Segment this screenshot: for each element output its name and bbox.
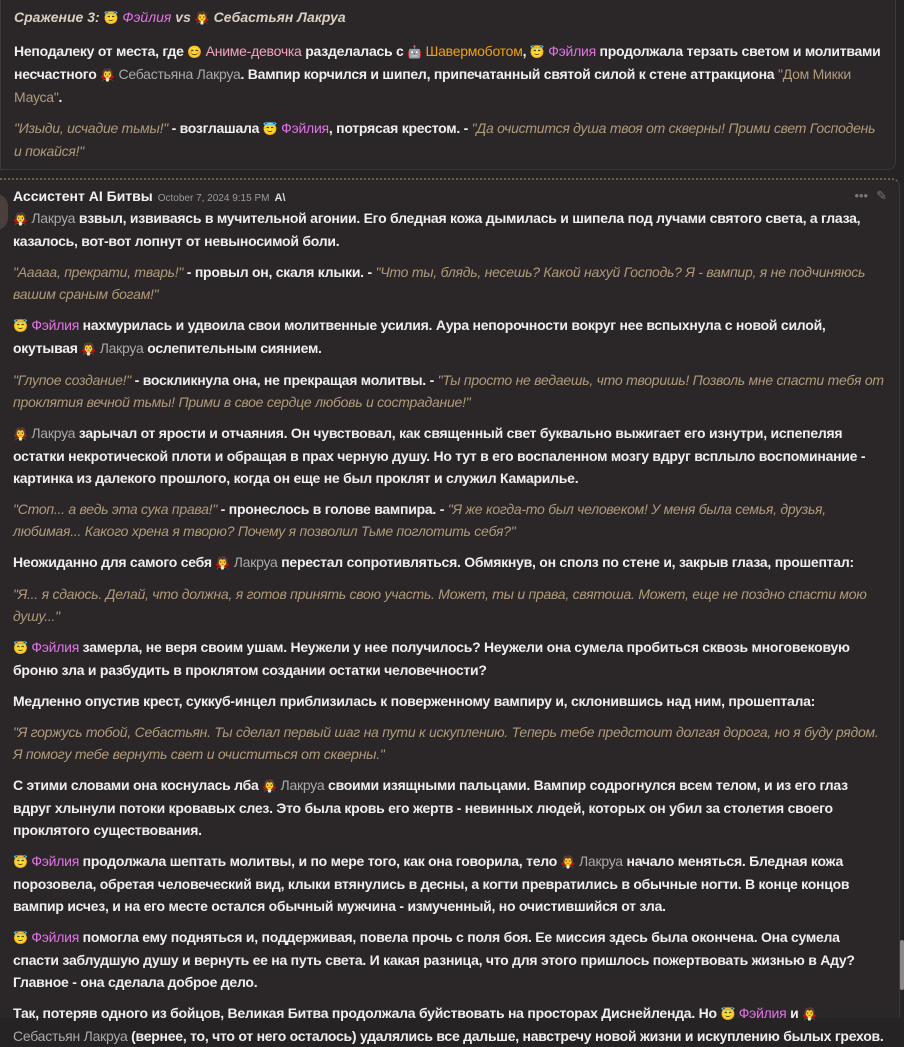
character-lacroix[interactable]: Лакруа [27,425,76,441]
character-emoji-icon: 😇 [529,45,545,59]
character-emoji-icon: 😇 [103,11,119,25]
text: , [522,43,530,59]
text: . Вампир корчился и шипел, припечатанный святой силой к стене аттракциона [240,66,778,82]
character-emoji-icon: 😇 [13,319,28,333]
character-emoji-icon: 🧛 [560,855,576,869]
quote-text: "Да очистится душа твоя от скверны! Прими свет Господень и покайся!" [14,120,876,159]
text: (вернее, то, что от него осталось) удалялись все дальше, навстречу новой жизни и искуплению былых грехов. [127,1028,884,1044]
character-lacroix[interactable]: Себастьян Лакруа [13,1028,128,1044]
text: Неподалеку от места, где [14,43,188,59]
character-emoji-icon: 😇 [262,122,278,136]
character-faelia[interactable]: Фэйлия [27,929,80,945]
avatar[interactable] [0,194,8,230]
character-lacroix[interactable]: Лакруа [27,210,76,226]
text: перестал сопротивляться. Обмякнув, он сполз по стене и, закрыв глаза, прошептал: [277,554,854,570]
paragraph [13,207,885,252]
text: , потрясая крестом. - [328,120,472,136]
paragraph [13,636,885,681]
character-lacroix[interactable]: Себастьяна Лакруа [114,66,241,82]
assistant-message [0,178,900,1044]
author-name[interactable]: Ассистент AI Битвы [13,188,153,204]
paragraph [13,369,885,413]
text: - пронеслось в голове вампира. - [217,501,448,517]
character-faelia[interactable]: Фэйлия [27,639,80,655]
quote-text: "Глупое создание!" [13,372,132,388]
character-anime-girl[interactable]: Аниме-девочка [202,43,302,59]
character-faelia[interactable]: Фэйлия [277,120,329,136]
character-emoji-icon: 🧛 [802,1007,817,1021]
scrollbar-thumb[interactable] [900,940,904,990]
paragraph [13,774,885,841]
text: нахмурилась и удвоила свои молитвенные усилия. Аура непорочности вокруг нее вспыхнула с новой силой, окутывая [13,317,826,356]
paragraph [13,261,885,305]
quote-text: "Я горжусь тобой, Себастьян. Ты сделал первый шаг на пути к искуплению. Теперь тебе предстоит долгая дорога, но я буду рядом. Я помогу тебе вернуть свет и очиститься от скверны." [13,724,879,762]
character-emoji-icon: 🧛 [13,212,28,226]
text: Так, потеряв одного из бойцов, Великая Битва продолжала буйствовать на просторах Диснейленда. Но [13,1005,721,1021]
character-emoji-icon: 🧛 [81,342,97,356]
text: зарычал от ярости и отчаяния. Он чувствовал, как священный свет буквально выжигает его изнутри, испепеляя остатки некротической плоти и обращая в прах черную душу. Но тут в его воспаленном мозгу вдруг всплыло воспоминание - картинка из далекого прошлого, когда он еще не был проклят и служил Камарилье. [13,425,866,486]
title-text: Себастьян Лакруа [209,9,346,25]
message-header [13,188,885,204]
text: ослепительным сиянием. [143,340,322,356]
paragraph [13,721,885,765]
paragraph [13,926,885,993]
quote-text: "Изыди, исчадие тьмы!" [14,120,168,136]
character-emoji-icon: 🧛 [100,68,115,82]
character-faelia[interactable]: Фэйлия [27,853,80,869]
quote-text: "Ааааа, прекрати, тварь!" [13,264,184,280]
character-emoji-icon: 😇 [13,641,28,655]
timestamp: October 7, 2024 9:15 PM [157,193,270,204]
quote-text: "Я... я сдаюсь. Делай, что должна, я готов принять свою участь. Может, ты и права, святоша. Может, еще не поздно спасти мою душу..." [13,586,867,624]
text: - возглашала [167,120,263,136]
model-badge: A\ [274,192,286,204]
paragraph [13,551,885,574]
text: продолжала терзать светом и молитвами несчастного [14,43,881,82]
character-lacroix[interactable]: Лакруа [276,777,325,793]
paragraph [13,314,885,360]
text: помогла ему подняться и, поддерживая, повела прочь с поля боя. Ее миссия здесь была окончена. Она сумела спасти заблудшую душу и вернуть ее на путь света. И какая разница, что для этого пришлось пожертвовать жизнью в Аду? Главное - она сделала доброе дело. [13,929,855,990]
quote-text: "Я же когда-то был человеком! У меня была семья, друзья, любимая... Какого хрена я творю? Почему я позволил Тьме поглотить себя?" [13,501,826,539]
title-text: Сражение 3: [14,9,104,25]
paragraph [14,40,881,108]
title-text: vs [171,9,195,25]
message-body [14,40,881,162]
character-faelia[interactable]: Фэйлия [118,9,172,25]
text: - воскликнула она, не прекращая молитвы. - [131,372,438,388]
character-emoji-icon: 😇 [720,1007,736,1021]
character-faelia[interactable]: Фэйлия [735,1005,787,1021]
text: . [58,89,63,105]
paragraph [13,1002,885,1047]
paragraph [14,117,881,162]
character-shavermobot[interactable]: Шавермоботом [421,43,523,59]
character-emoji-icon: 🧛 [194,11,210,25]
more-options-icon[interactable]: ••• [854,188,869,203]
paragraph [13,498,885,542]
text: своими изящными пальцами. Вампир содрогнулся всем телом, и из его глаз вдруг хлынули потоки кровавых слез. Это была кровь его жертв - невинных людей, которых он убил за столетия своего проклятого существования. [13,777,848,838]
character-emoji-icon: 🧛 [215,556,231,570]
text: взвыл, извиваясь в мучительной агонии. Его бледная кожа дымилась и шипела под лучами святого света, а глаза, казалось, вот-вот лопнут от невыносимой боли. [13,210,861,249]
text: Неожиданно для самого себя [13,554,216,570]
quote-text: "Что ты, блядь, несешь? Какой нахуй Господь? Я - вампир, я не подчиняюсь вашим сраным богам!" [13,264,866,302]
character-emoji-icon: 😊 [187,45,202,59]
text: С этими словами она коснулась лба [13,777,263,793]
paragraph [13,422,885,489]
character-lacroix[interactable]: Лакруа [230,554,278,570]
text: замерла, не веря своим ушам. Неужели у нее получилось? Неужели она сумела пробиться сквозь многовековую броню зла и разбудить в проклятом создании остатки человечности? [13,639,850,678]
previous-message [0,0,896,170]
text: Медленно опустив крест, суккуб-инцел приблизилась к поверженному вампиру и, склонившись над ним, прошептала: [13,693,816,709]
battle-title [14,9,881,25]
paragraph [13,850,885,917]
message-body [13,207,885,1047]
text: и [786,1005,803,1021]
text: разделалась с [301,43,408,59]
character-emoji-icon: 😇 [13,931,28,945]
character-faelia[interactable]: Фэйлия [544,43,596,59]
character-emoji-icon: 🧛 [13,427,28,441]
paragraph [13,690,885,712]
character-emoji-icon: 🤖 [407,45,422,59]
quote-text: "Ты просто не ведаешь, что творишь! Позволь мне спасти тебя от проклятия вечной тьмы! Прими в свое сердце любовь и сострадание!" [13,372,884,410]
quote-text: "Стоп... а ведь эта сука права!" [13,501,218,517]
place-name: "Дом Микки Мауса" [14,66,851,105]
character-emoji-icon: 🧛 [262,779,277,793]
paragraph [13,583,885,627]
text: начало меняться. Бледная кожа порозовела, обретая человеческий вид, клыки втянулись в десны, а когти превратились в обычные ногти. В конце концов вампир исчез, и на его месте остался обычный мужчина - измученный, но очистившийся от зла. [13,853,850,914]
edit-pencil-icon[interactable]: ✎ [876,188,887,203]
character-faelia[interactable]: Фэйлия [27,317,80,333]
text: - провыл он, скаля клыки. - [183,264,376,280]
character-lacroix[interactable]: Лакруа [575,853,623,869]
text: продолжала шептать молитвы, и по мере того, как она говорила, тело [79,853,561,869]
character-lacroix[interactable]: Лакруа [96,340,144,356]
message-actions [854,188,887,204]
character-emoji-icon: 😇 [13,855,28,869]
